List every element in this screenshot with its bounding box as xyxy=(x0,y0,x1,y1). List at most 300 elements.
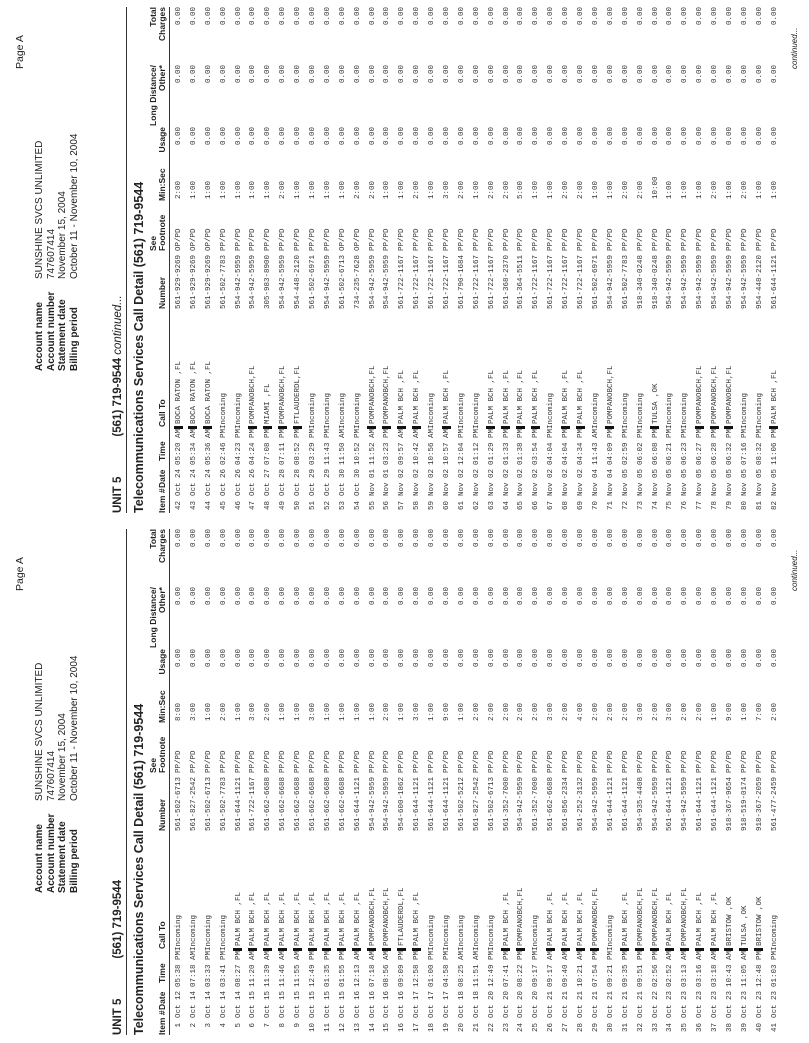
call-date-text: Oct 23 xyxy=(666,990,675,1018)
call-to xyxy=(529,309,544,429)
call-to xyxy=(485,831,500,951)
col-header-usage: Usage xyxy=(157,127,167,153)
footnote-code-text: PP/PD xyxy=(591,750,600,773)
duration xyxy=(500,703,515,721)
redaction-mark xyxy=(710,426,719,429)
call-date xyxy=(485,469,500,496)
usage-charge-text: 0.00 xyxy=(740,649,749,668)
call-date xyxy=(723,991,738,1018)
call-time-text: 03:41 PM xyxy=(219,950,228,987)
call-date xyxy=(246,469,261,496)
item-number-text: 11 xyxy=(323,1023,332,1033)
total-charge-text: 0.00 xyxy=(175,7,183,26)
item-number-text: 10 xyxy=(309,1023,318,1033)
duration xyxy=(723,703,738,721)
long-distance-charge xyxy=(306,587,321,631)
total-charge xyxy=(366,7,381,51)
phone-number-text: 954-942-5959 xyxy=(666,254,675,309)
total-charge xyxy=(410,7,425,51)
item-number xyxy=(768,501,783,513)
item-number-text: 45 xyxy=(219,501,228,511)
continued-footer: continued... xyxy=(790,27,799,69)
footnote-code-text: PP/PD xyxy=(472,750,481,773)
usage-charge-text: 0.00 xyxy=(681,127,690,146)
phone-number-text: 561-364-5511 xyxy=(517,254,526,309)
long-distance-charge xyxy=(470,65,485,109)
total-charge xyxy=(217,7,232,51)
long-distance-charge xyxy=(291,65,306,109)
duration xyxy=(544,181,559,199)
item-number-text: 80 xyxy=(740,501,749,511)
call-to-text: POMPANOBCH,FL xyxy=(368,365,377,424)
call-to xyxy=(455,309,470,429)
footnote-code xyxy=(678,750,693,773)
call-date-text: Nov 04 xyxy=(606,468,615,496)
phone-number-text: 561-722-1167 xyxy=(562,254,571,309)
usage-charge xyxy=(529,649,544,683)
call-time-text: 02:59 PM xyxy=(621,428,630,465)
usage-charge xyxy=(291,127,306,161)
footnote-code xyxy=(321,228,336,251)
phone-number xyxy=(693,777,708,831)
duration-text: 1:00 xyxy=(591,180,600,199)
call-date-text: Oct 14 xyxy=(234,990,243,1018)
call-time-text: 01:00 PM xyxy=(428,950,437,987)
long-distance-charge-text: 0.00 xyxy=(249,587,258,606)
long-distance-charge xyxy=(768,587,783,631)
total-charge-text: 0.00 xyxy=(353,7,362,26)
call-to-text: Incoming xyxy=(472,914,481,951)
item-number xyxy=(366,501,381,513)
total-charge xyxy=(395,7,410,51)
table-row xyxy=(380,529,395,1035)
usage-charge-text: 0.00 xyxy=(368,127,377,146)
duration-text: 1:00 xyxy=(338,702,347,721)
item-number xyxy=(619,1023,634,1035)
long-distance-charge-text: 0.00 xyxy=(621,65,630,84)
duration-text: 2:00 xyxy=(770,702,779,721)
long-distance-charge-text: 0.00 xyxy=(547,587,556,606)
call-time-text: 09:17 PM xyxy=(532,950,541,987)
redaction-mark xyxy=(322,948,331,951)
account-info xyxy=(34,533,80,893)
table-row xyxy=(232,7,247,513)
duration xyxy=(738,181,753,199)
call-time xyxy=(246,951,261,987)
duration-text: 2:00 xyxy=(532,702,541,721)
duration-text: 1:00 xyxy=(189,180,198,199)
call-to xyxy=(768,309,783,429)
footnote-code-text: PP/PD xyxy=(755,750,764,773)
long-distance-charge xyxy=(440,587,455,631)
call-to xyxy=(455,831,470,951)
call-date xyxy=(514,991,529,1018)
phone-number xyxy=(678,777,693,831)
phone-number xyxy=(649,777,664,831)
total-charge xyxy=(380,7,395,51)
duration xyxy=(246,181,261,199)
usage-charge-text: 0.00 xyxy=(309,649,318,668)
call-to-text: Incoming xyxy=(189,914,198,951)
usage-charge-text: 0.00 xyxy=(279,127,288,146)
call-time xyxy=(708,429,723,465)
footnote-code-text: PP/PD xyxy=(636,228,645,251)
item-number-text: 64 xyxy=(502,501,511,511)
call-to xyxy=(663,831,678,951)
usage-charge-text: 0.00 xyxy=(189,649,198,668)
duration xyxy=(753,703,768,721)
long-distance-charge-text: 0.00 xyxy=(770,65,779,84)
call-date xyxy=(306,469,321,496)
call-time xyxy=(678,951,693,987)
footnote-code-text: PP/PD xyxy=(249,750,258,773)
usage-charge xyxy=(663,127,678,161)
footnote-code xyxy=(574,750,589,773)
footnote-code xyxy=(202,228,217,251)
total-charge xyxy=(649,529,664,573)
duration-text: 2:00 xyxy=(636,180,645,199)
call-time xyxy=(410,951,425,987)
footnote-code xyxy=(395,750,410,773)
usage-charge xyxy=(738,649,753,683)
usage-charge-text: 0.00 xyxy=(532,649,541,668)
usage-charge-text: 0.00 xyxy=(517,127,526,146)
redaction-mark xyxy=(710,948,719,951)
statement-date-row xyxy=(57,11,69,371)
footnote-code-text: PP/PD xyxy=(666,228,675,251)
call-to-text: POMPANOBCH,FL xyxy=(696,365,705,424)
call-time-text: 09:21 PM xyxy=(606,950,615,987)
total-charge-text: 0.00 xyxy=(175,529,183,548)
long-distance-charge xyxy=(217,587,232,631)
phone-number xyxy=(529,777,544,831)
call-to-text: PALM BCH ,FL xyxy=(502,891,511,946)
duration-text: 1:00 xyxy=(234,702,243,721)
phone-number-text: 954-942-5959 xyxy=(651,776,660,831)
phone-number-text: 954-942-5959 xyxy=(234,254,243,309)
long-distance-charge xyxy=(276,587,291,631)
total-charge-text: 0.00 xyxy=(413,529,422,548)
long-distance-charge xyxy=(663,587,678,631)
footnote-code-text: PP/PD xyxy=(279,750,288,773)
usage-charge-text: 0.00 xyxy=(770,127,779,146)
call-to-text: POMPANOBCH,FL xyxy=(636,887,645,946)
call-time-text: 02:46 PM xyxy=(219,428,228,465)
duration-text: 2:00 xyxy=(279,180,288,199)
phone-number-text: 561-662-6688 xyxy=(309,776,318,831)
table-row xyxy=(678,7,693,513)
footnote-code-text: PP/PD xyxy=(323,228,332,251)
item-number xyxy=(544,1023,559,1035)
footnote-code-text: PP/PD xyxy=(413,228,422,251)
item-number xyxy=(187,501,202,513)
call-date-text: Nov 02 xyxy=(398,468,407,496)
total-charge xyxy=(619,529,634,573)
total-charge xyxy=(246,529,261,573)
total-charge-text: 0.00 xyxy=(323,529,332,548)
item-number xyxy=(514,501,529,513)
usage-charge-text: 0.00 xyxy=(487,649,496,668)
long-distance-charge xyxy=(619,65,634,109)
call-to xyxy=(395,831,410,951)
account-name-row xyxy=(34,533,46,893)
duration xyxy=(738,703,753,721)
phone-number-text: 954-942-5959 xyxy=(368,776,377,831)
item-number xyxy=(232,501,247,513)
long-distance-charge-text: 0.00 xyxy=(472,587,481,606)
table-row xyxy=(232,529,247,1035)
account-info-value: 747607414 xyxy=(45,750,57,801)
call-date-text: Nov 04 xyxy=(591,468,600,496)
long-distance-charge-text: 0.00 xyxy=(443,587,452,606)
redaction-mark xyxy=(203,426,212,429)
call-to xyxy=(425,831,440,951)
redaction-mark xyxy=(620,948,629,951)
usage-charge xyxy=(470,649,485,683)
usage-charge-text: 0.00 xyxy=(323,649,332,668)
call-date-text: Oct 20 xyxy=(502,990,511,1018)
call-date-text: Oct 21 xyxy=(621,990,630,1018)
usage-charge xyxy=(351,127,366,161)
call-time xyxy=(589,951,604,987)
duration-text: 2:00 xyxy=(651,702,660,721)
duration-text: 3:00 xyxy=(189,702,198,721)
duration xyxy=(276,703,291,721)
table-row xyxy=(529,7,544,513)
call-date-text: Oct 14 xyxy=(219,990,228,1018)
total-charge-text: 0.00 xyxy=(636,7,645,26)
call-time xyxy=(425,429,440,465)
long-distance-charge xyxy=(440,65,455,109)
footnote-code xyxy=(470,228,485,251)
usage-charge xyxy=(738,127,753,161)
total-charge-text: 0.00 xyxy=(428,529,437,548)
call-time xyxy=(753,951,768,987)
total-charge-text: 0.00 xyxy=(219,7,228,26)
total-charge xyxy=(306,529,321,573)
call-to xyxy=(470,309,485,429)
duration-text: 2:00 xyxy=(175,180,183,199)
call-time-text: 03:13 AM xyxy=(681,950,690,987)
usage-charge-text: 0.00 xyxy=(443,649,452,668)
duration-text: 1:00 xyxy=(383,180,392,199)
long-distance-charge-text: 0.00 xyxy=(175,587,183,606)
duration-text: 1:00 xyxy=(755,180,764,199)
footnote-code xyxy=(410,750,425,773)
total-charge xyxy=(187,529,202,573)
long-distance-charge-text: 0.00 xyxy=(264,587,273,606)
long-distance-charge xyxy=(321,587,336,631)
footnote-code-text: PP/PD xyxy=(353,750,362,773)
footnote-code-text: PP/PD xyxy=(175,750,183,773)
long-distance-charge-text: 0.00 xyxy=(443,65,452,84)
usage-charge xyxy=(202,649,217,683)
usage-charge-text: 0.00 xyxy=(562,127,571,146)
long-distance-charge-text: 0.00 xyxy=(353,587,362,606)
phone-number-text: 954-942-5959 xyxy=(711,254,720,309)
duration xyxy=(232,181,247,199)
usage-charge-text: 0.00 xyxy=(428,649,437,668)
phone-number xyxy=(276,255,291,309)
total-charge xyxy=(544,529,559,573)
call-to xyxy=(708,831,723,951)
total-charge-text: 0.00 xyxy=(249,7,258,26)
call-date-text: Nov 05 xyxy=(651,468,660,496)
phone-number-text: 561-722-1167 xyxy=(547,254,556,309)
long-distance-charge xyxy=(380,587,395,631)
account-info-label: Account name xyxy=(34,824,45,893)
total-charge xyxy=(291,7,306,51)
footnote-code-text: PP/PD xyxy=(219,750,228,773)
duration-text: 1:00 xyxy=(666,180,675,199)
total-charge-text: 0.00 xyxy=(517,529,526,548)
call-date-text: Oct 16 xyxy=(398,990,407,1018)
call-time-text: 04:23 PM xyxy=(234,428,243,465)
table-row xyxy=(559,7,574,513)
call-to xyxy=(187,831,202,951)
duration-text: 3:00 xyxy=(547,702,556,721)
duration xyxy=(589,703,604,721)
phone-number xyxy=(500,255,515,309)
footnote-code xyxy=(529,750,544,773)
item-number xyxy=(678,1023,693,1035)
call-time-text: 09:09 PM xyxy=(398,950,407,987)
call-time-text: 04:58 PM xyxy=(443,950,452,987)
call-date-text: Oct 28 xyxy=(279,468,288,496)
footnote-code xyxy=(470,750,485,773)
duration-text: 1:00 xyxy=(398,702,407,721)
usage-charge-text: 0.00 xyxy=(472,127,481,146)
account-info-label: Account number xyxy=(45,291,57,371)
phone-number xyxy=(261,255,276,309)
footnote-code-text: PP/PD xyxy=(383,750,392,773)
call-date xyxy=(395,991,410,1018)
total-charge-text: 0.00 xyxy=(562,529,571,548)
item-number-text: 22 xyxy=(487,1023,496,1033)
phone-number-text: 561-502-6713 xyxy=(204,776,213,831)
call-to-text: FTLAUDERDL,FL xyxy=(398,887,407,946)
phone-number xyxy=(425,777,440,831)
long-distance-charge xyxy=(172,587,187,631)
account-info-value: 747607414 xyxy=(45,228,57,279)
item-number xyxy=(693,1023,708,1035)
call-time xyxy=(693,951,708,987)
total-charge-text: 0.00 xyxy=(234,7,243,26)
item-number xyxy=(500,501,515,513)
total-charge-text: 0.00 xyxy=(204,7,213,26)
redaction-mark xyxy=(561,426,570,429)
usage-charge xyxy=(589,649,604,683)
footnote-code xyxy=(544,750,559,773)
total-charge-text: 0.00 xyxy=(770,529,779,548)
long-distance-charge xyxy=(351,65,366,109)
phone-number xyxy=(708,777,723,831)
usage-charge-text: 0.00 xyxy=(323,127,332,146)
continued-footer: continued... xyxy=(790,549,799,591)
call-time xyxy=(366,951,381,987)
long-distance-charge xyxy=(217,65,232,109)
phone-number xyxy=(485,777,500,831)
call-date xyxy=(440,991,455,1018)
footnote-code xyxy=(649,750,664,773)
call-date xyxy=(485,991,500,1018)
call-date xyxy=(366,469,381,496)
table-row xyxy=(351,529,366,1035)
duration xyxy=(410,703,425,721)
call-date xyxy=(574,991,589,1018)
call-date-text: Nov 05 xyxy=(696,468,705,496)
duration xyxy=(336,181,351,199)
call-time-text: 11:43 AM xyxy=(591,428,600,465)
call-time-text: 07:08 PM xyxy=(264,428,273,465)
long-distance-charge-text: 0.00 xyxy=(591,587,600,606)
long-distance-charge xyxy=(202,65,217,109)
total-charge-text: 0.00 xyxy=(472,7,481,26)
usage-charge xyxy=(634,127,649,161)
call-date-text: Oct 12 xyxy=(175,990,183,1018)
usage-charge-text: 0.00 xyxy=(219,649,228,668)
call-time xyxy=(425,951,440,987)
item-number xyxy=(649,501,664,513)
item-number-text: 55 xyxy=(368,501,377,511)
call-time xyxy=(514,429,529,465)
phone-number-text: 954-600-1862 xyxy=(398,776,407,831)
call-to-text: Incoming xyxy=(770,914,779,951)
item-number xyxy=(589,501,604,513)
footnote-code-text: PP/PD xyxy=(606,228,615,251)
table-row xyxy=(276,529,291,1035)
total-charge-text: 0.00 xyxy=(487,529,496,548)
call-to-text: MIAMI ,FL xyxy=(264,383,273,424)
item-number-text: 25 xyxy=(532,1023,541,1033)
call-date-text: Oct 23 xyxy=(696,990,705,1018)
item-number-text: 70 xyxy=(591,501,600,511)
phone-number xyxy=(663,255,678,309)
usage-charge xyxy=(276,127,291,161)
phone-number-text: 561-644-1121 xyxy=(606,776,615,831)
item-number xyxy=(455,501,470,513)
call-time xyxy=(291,429,306,465)
item-number-text: 38 xyxy=(725,1023,734,1033)
call-time-text: 06:32 PM xyxy=(725,428,734,465)
table-row xyxy=(485,529,500,1035)
usage-charge-text: 0.00 xyxy=(621,649,630,668)
long-distance-charge xyxy=(410,587,425,631)
call-date xyxy=(336,469,351,496)
footnote-code xyxy=(544,228,559,251)
call-to-text: Incoming xyxy=(219,914,228,951)
table-row xyxy=(187,7,202,513)
call-date-text: Oct 21 xyxy=(547,990,556,1018)
total-charge xyxy=(768,529,783,573)
duration-text: 1:00 xyxy=(309,180,318,199)
call-time-text: 07:11 PM xyxy=(279,428,288,465)
total-charge xyxy=(380,529,395,573)
call-time xyxy=(172,429,187,465)
duration-text: 1:00 xyxy=(338,180,347,199)
item-number-text: 8 xyxy=(279,1023,288,1028)
call-date xyxy=(753,469,768,496)
long-distance-charge-text: 0.00 xyxy=(472,65,481,84)
long-distance-charge-text: 0.00 xyxy=(294,65,303,84)
call-date xyxy=(768,991,783,1018)
total-charge xyxy=(708,7,723,51)
call-to-text: Incoming xyxy=(740,392,749,429)
long-distance-charge xyxy=(455,587,470,631)
call-time xyxy=(366,429,381,465)
call-time-text: 07:16 PM xyxy=(740,428,749,465)
table-row xyxy=(619,529,634,1035)
